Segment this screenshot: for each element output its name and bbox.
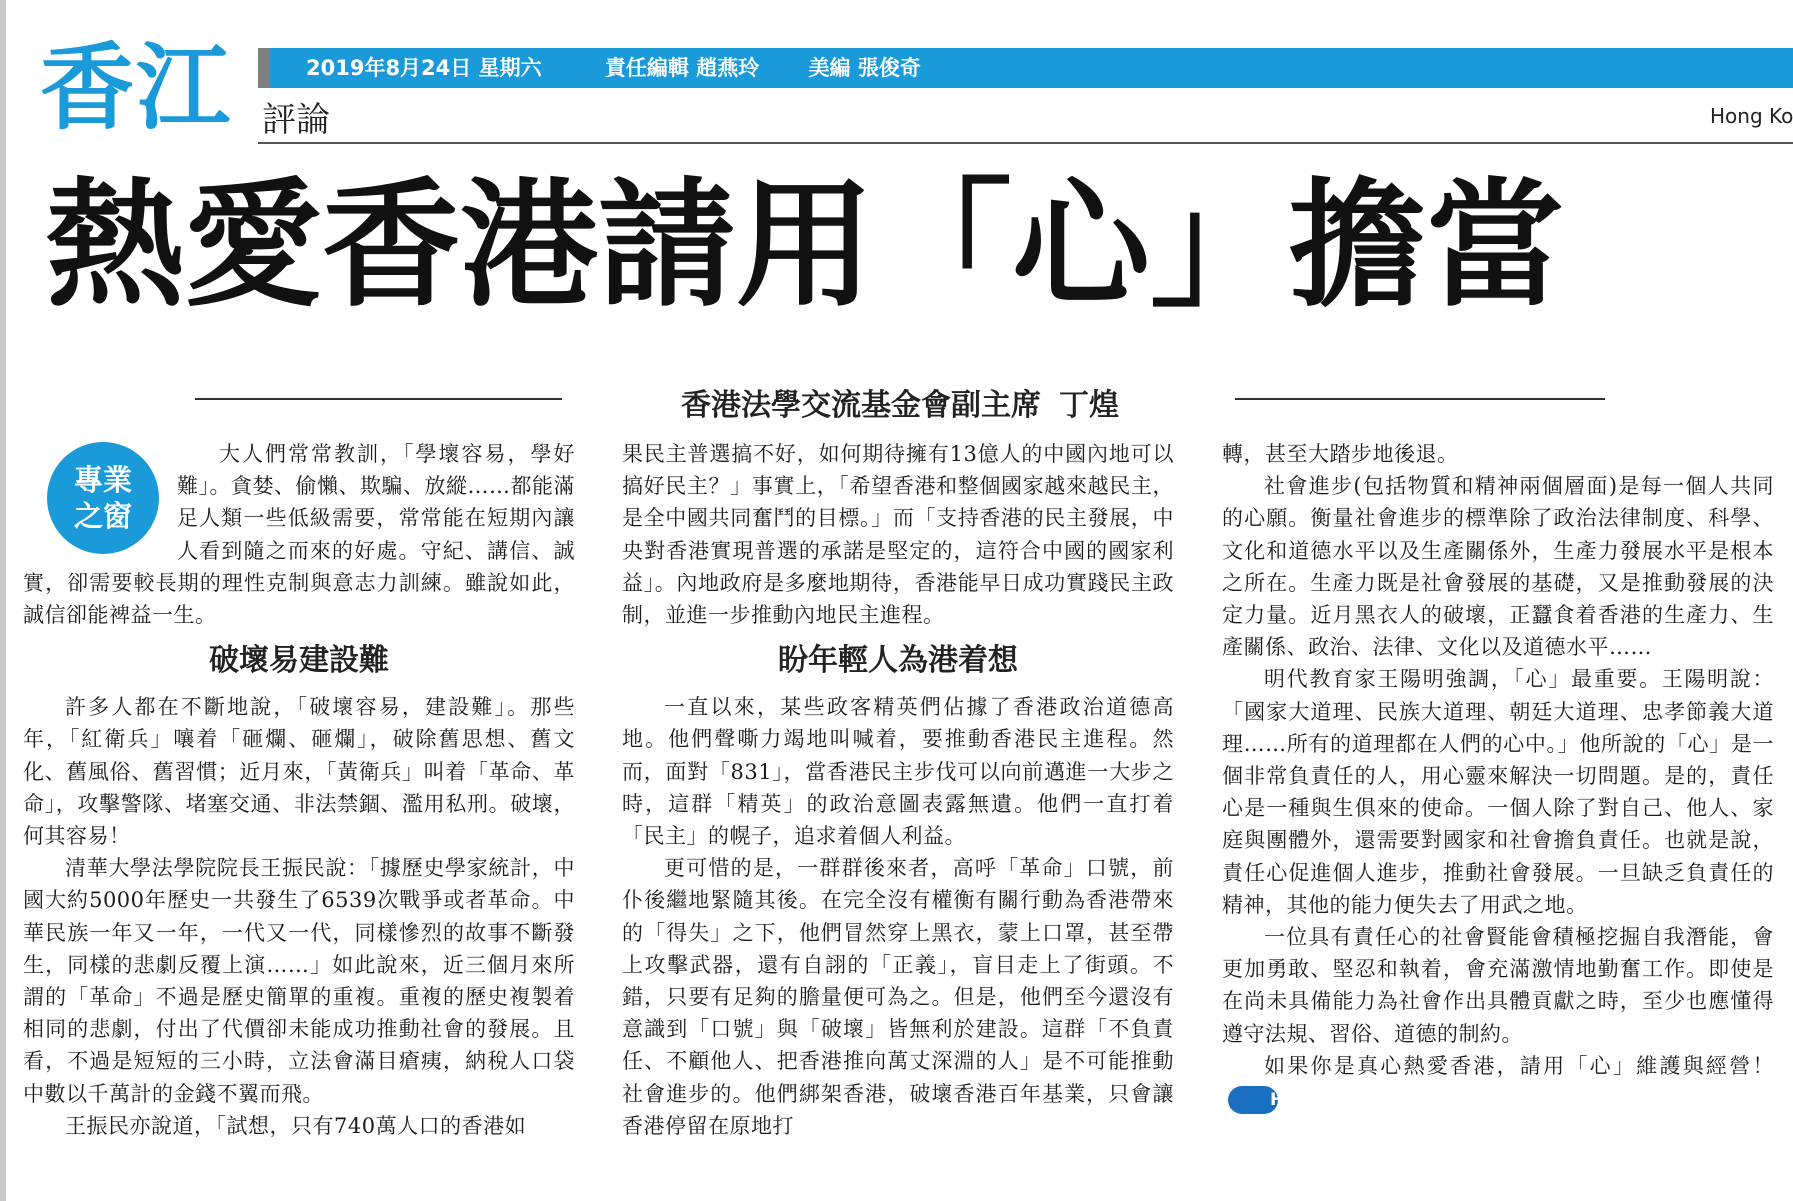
section-label: 評論 [262,100,330,140]
byline [570,380,1230,424]
issue-date: 2019年8月24日 星期六 [306,56,542,80]
subheading: 盼年輕人為港着想 [778,643,1018,679]
paragraph: 許多人都在不斷地說，「破壞容易，建設難」。那些年，「紅衛兵」嚷着「砸爛、砸爛」，破除舊思想、舊文化、舊風俗、舊習慣；近月來，「黃衛兵」叫着「革命、革命」，攻擊警隊、堵塞交通、非法禁錮、濫用私刑。破壞，何其容易！ [23,695,575,849]
column-badge [47,442,159,554]
paragraph: 轉，甚至大踏步地後退。 [1222,442,1459,466]
paragraph: 王振民亦說道，「試想，只有740萬人口的香港如 [65,1113,527,1138]
paragraph: 一直以來，某些政客精英們佔據了香港政治道德高地。他們聲嘶力竭地叫喊着，要推動香港民主進程。然而，面對「831」，當香港民主步伐可以向前邁進一大步之時，這群「精英」的政治意圖表露無遺。他們一直打着「民主」的幌子，追求着個人利益。 [622,695,1174,849]
badge-line-2: 之窗 [73,499,132,533]
byline-role: 香港法學交流基金會副主席 [681,388,1041,423]
paragraph: 社會進步(包括物質和精神兩個層面)是每一個人共同的心願。衡量社會進步的標準除了政治法律制度、科學、文化和道德水平以及生產關係外，生產力發展水平是根本之所在。生產力既是社會發展的基礎，又是推動發展的決定力量。近月黑衣人的破壞，正蠶食着香港的生產力、生產關係、政治、法律、文化以及道德水平…… [1222,474,1774,660]
article-column-3 [1222,438,1774,1178]
byline-rule-left [195,398,562,400]
byline-rule-right [1235,398,1605,400]
closing-text: 如果你是真心熱愛香港，請用「心」維護與經營！ [1264,1053,1774,1078]
article-column-2 [622,438,1174,1178]
paragraph: 明代教育家王陽明強調，「心」最重要。王陽明說：「國家大道理、民族大道理、朝廷大道理、忠孝節義大道理……所有的道理都在人們的心中。」他所說的「心」是一個非常負責任的人，用心靈來解決一切問題。是的，責任心是一種與生俱來的使命。一個人除了對自己、他人、家庭與團體外，還需要對國家和社會擔負責任。也就是說，責任心促進個人進步，推動社會發展。一旦缺乏負責任的精神，其他的能力便失去了用武之地。 [1222,667,1774,917]
article-column-1 [23,438,575,1178]
section-logo: 香江 [40,34,233,143]
headline: 熱愛香港請用「心」擔當 [46,163,1565,326]
byline-name: 丁煌 [1059,388,1119,423]
subheading: 破壞易建設難 [209,643,389,679]
editor-credit: 責任編輯 趙燕玲 [604,56,760,80]
paragraph: 更可惜的是，一群群後來者，高呼「革命」口號，前仆後繼地緊隨其後。在完全沒有權衡有關行動為香港帶來的「得失」之下，他們冒然穿上黑衣，蒙上口罩，甚至帶上攻擊武器，還有自詡的「正義」，盲目走上了街頭。不錯，只要有足夠的膽量便可為之。但是，他們至今還沒有意識到「口號」與「破壞」皆無利於建設。這群「不負責任、不顧他人、把香港推向萬丈深淵的人」是不可能推動社會進步的。他們綁架香港，破壞香港百年基業，只會讓香港停留在原地打 [622,856,1174,1138]
end-mark-logo: HH [1228,1086,1278,1114]
paragraph: 清華大學法學院院長王振民說：「據歷史學家統計，中國大約5000年歷史一共發生了6539次戰爭或者革命。中華民族一年又一年，一代又一代，同樣慘烈的故事不斷發生，同樣的悲劇反覆上演……」如此說來，近三個月來所謂的「革命」不過是歷史簡單的重複。重複的歷史複製着相同的悲劇，付出了代價卻未能成功推動社會的發展。且看，不過是短短的三小時，立法會滿目瘡痍，納稅人口袋中數以千萬計的金錢不翼而飛。 [23,856,575,1106]
paragraph: 大人們常常教訓，「學壞容易，學好難」。貪婪、偷懶、欺騙、放縱……都能滿足人類一些低級需要，常常能在短期內讓人看到隨之而來的好處。守紀、講信、誠實，卻需要較長期的理性克制與意志力訓練。雖說如此，誠信卻能裨益一生。 [23,442,575,628]
designer-credit: 美編 張俊奇 [808,56,921,80]
masthead-bar [258,48,1793,88]
badge-line-1: 專業 [73,463,132,497]
paragraph: 一位具有責任心的社會賢能會積極挖掘自我潛能，會更加勇敢、堅忍和執着，會充滿激情地勤奮工作。即使是在尚未具備能力為社會作出具體貢獻之時，至少也應懂得遵守法規、習俗、道德的制約。 [1222,925,1774,1046]
paragraph: 果民主普選搞不好，如何期待擁有13億人的中國內地可以搞好民主？」事實上，「希望香港和整個國家越來越民主，是全中國共同奮鬥的目標。」而「支持香港的民主發展，中央對香港實現普選的承諾是堅定的，這符合中國的國家利益」。內地政府是多麼地期待，香港能早日成功實踐民主政制，並進一步推動內地民主進程。 [622,442,1174,628]
masthead-rule [258,142,1793,144]
page-edge [0,0,6,1201]
closing-paragraph [1222,1050,1774,1114]
edition-label: Hong Ko [1710,104,1793,128]
